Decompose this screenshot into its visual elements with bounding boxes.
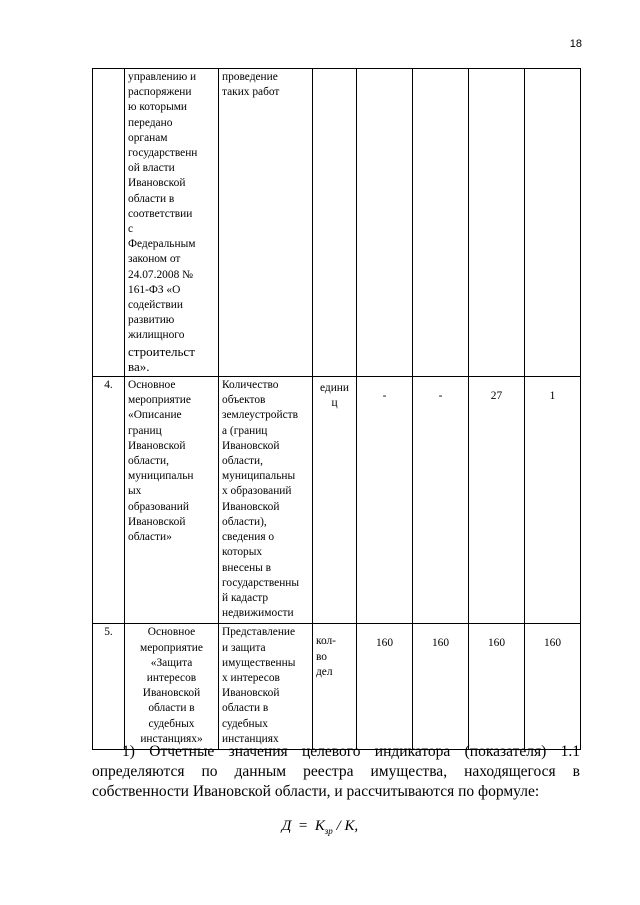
value-cell [413,69,469,377]
formula: $Д = К_{зр} / К$, [281,818,359,836]
page-number: 18 [569,38,582,50]
unit-cell: кол- во дел [313,624,357,750]
row-number: 4. [93,377,125,624]
indicators-table [92,68,581,750]
value-cell: 1 [525,377,581,624]
paragraph-indicator-description: 1) Отчетные значения целевого индикатора (показателя) 1.1 определяются по данным реестра имущества, находящегося в собственности Ивановской области, и рассчитываются по формуле: [92,743,580,800]
unit-cell: едини ц [313,377,357,624]
table-row [93,377,581,624]
table-row [93,69,581,377]
unit-cell [313,69,357,377]
value-cell: 27 [469,377,525,624]
activity-cell: управлению и распоряжени ю которыми передано органам государственн ой власти Ивановской области в соответствии с Федеральным законом от 24.07.2008 № 161-ФЗ «О содействии развитию жилищного строительст ва». [125,69,219,377]
value-cell: 160 [525,624,581,750]
table-row [93,624,581,750]
value-cell [469,69,525,377]
indicator-cell: Количество объектов землеустройств а (границ Ивановской области, муниципальны х образований Ивановской области), сведения о которых внесены в государственны й кадастр недвижимости [219,377,313,624]
row-number [93,69,125,377]
row-number: 5. [93,624,125,750]
value-cell [525,69,581,377]
value-cell: - [357,377,413,624]
value-cell: 160 [413,624,469,750]
indicator-cell: проведение таких работ [219,69,313,377]
value-cell: 160 [469,624,525,750]
activity-cell: Основное мероприятие «Защита интересов Ивановской области в судебных инстанциях» [125,624,219,750]
value-cell: - [413,377,469,624]
value-cell [357,69,413,377]
activity-cell: Основное мероприятие «Описание границ Ивановской области, муниципальн ых образований Ивановской области» [125,377,219,624]
value-cell: 160 [357,624,413,750]
indicator-cell: Представление и защита имущественны х интересов Ивановской области в судебных инстанциях [219,624,313,750]
